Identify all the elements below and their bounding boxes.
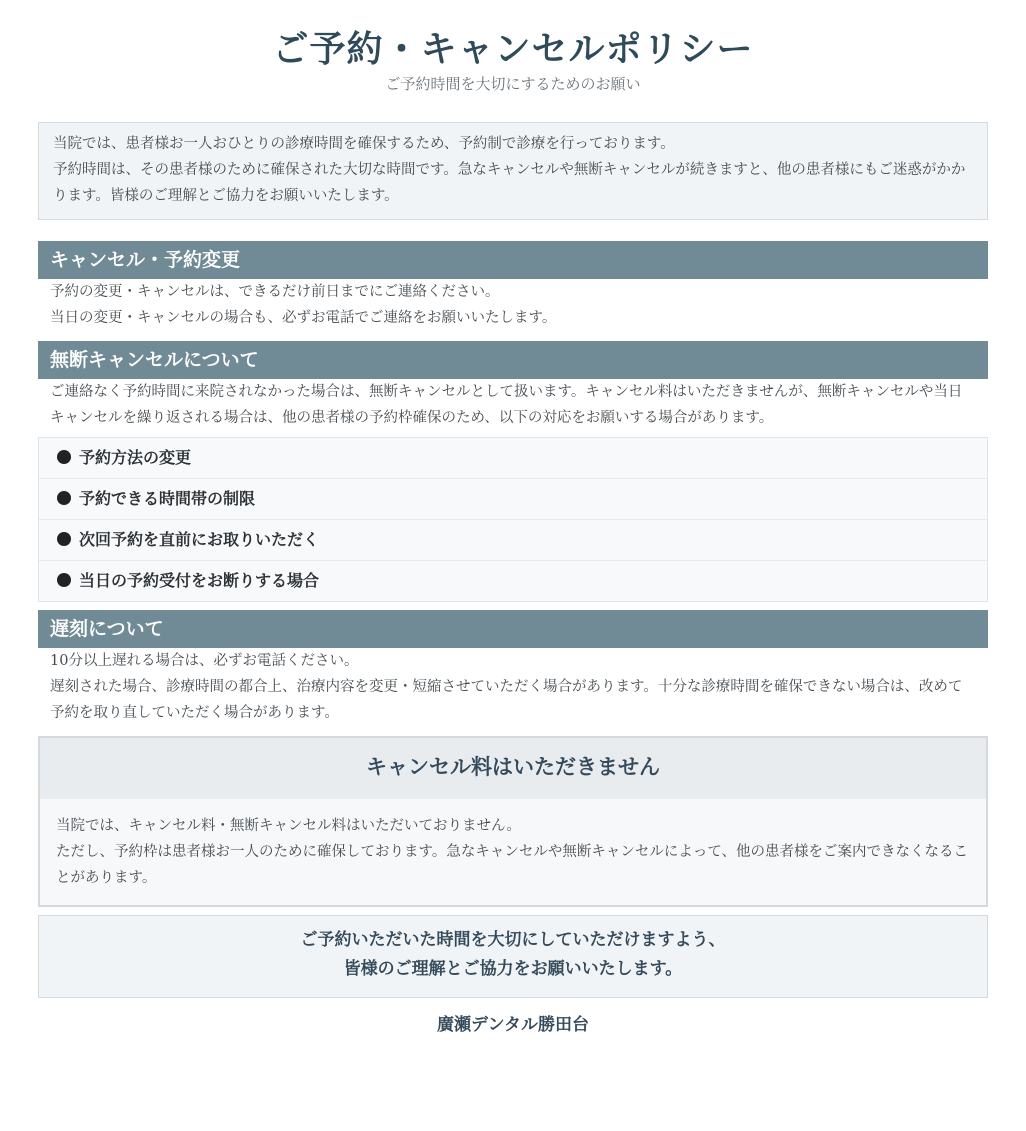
measures-list <box>38 437 988 602</box>
section-text: 当日の変更・キャンセルの場合も、必ずお電話でご連絡をお願いいたします。 <box>50 310 557 326</box>
page-subtitle: ご予約時間を大切にするためのお願い <box>385 75 641 93</box>
section-text: 10分以上遅れる場合は、必ずお電話ください。 <box>50 653 359 669</box>
filled-circle-icon <box>57 532 71 546</box>
list-item <box>39 560 987 601</box>
list-item-label: 予約できる時間帯の制限 <box>79 489 256 508</box>
filled-circle-icon <box>57 450 71 464</box>
closing-message <box>38 915 988 998</box>
filled-circle-icon <box>57 573 71 587</box>
list-item <box>39 478 987 519</box>
policy-page <box>38 0 988 1035</box>
page-title: ご予約・キャンセルポリシー <box>272 29 754 70</box>
clinic-name: 廣瀬デンタル勝田台 <box>437 1015 589 1035</box>
section-text: ご連絡なく予約時間に来院されなかった場合は、無断キャンセルとして扱います。キャンセル料はいただきませんが、無断キャンセルや当日キャンセルを繰り返される場合は、他の患者様の予約枠確保のため、以下の対応をお願いする場合があります。 <box>50 384 963 426</box>
closing-text: 皆様のご理解とご協力をお願いいたします。 <box>343 959 683 979</box>
filled-circle-icon <box>57 491 71 505</box>
section-body-cancel-change <box>38 279 988 331</box>
section-heading-cancel-change: キャンセル・予約変更 <box>38 241 988 279</box>
closing-text: ご予約いただいた時間を大切にしていただけますよう、 <box>300 930 726 950</box>
list-item <box>39 519 987 560</box>
intro-text: 予約時間は、その患者様のために確保された大切な時間です。急なキャンセルや無断キャンセルが続きますと、他の患者様にもご迷惑がかかります。皆様のご理解とご協力をお願いいたします。 <box>53 162 966 204</box>
fee-notice-text: 当院では、キャンセル料・無断キャンセル料はいただいておりません。 <box>56 818 521 834</box>
list-item-label: 予約方法の変更 <box>79 448 192 467</box>
section-body-lateness <box>38 648 988 726</box>
fee-notice-text: ただし、予約枠は患者様お一人のために確保しております。急なキャンセルや無断キャンセルによって、他の患者様をご案内できなくなることがあります。 <box>56 844 969 886</box>
section-heading-no-show: 無断キャンセルについて <box>38 341 988 379</box>
intro-panel <box>38 122 988 220</box>
fee-notice-body <box>40 799 986 905</box>
fee-notice-box <box>38 736 988 907</box>
list-item <box>39 438 987 478</box>
section-heading-lateness: 遅刻について <box>38 610 988 648</box>
list-item-label: 当日の予約受付をお断りする場合 <box>79 571 320 590</box>
section-text: 予約の変更・キャンセルは、できるだけ前日までにご連絡ください。 <box>50 284 500 300</box>
section-body-no-show <box>38 379 988 431</box>
list-item-label: 次回予約を直前にお取りいただく <box>79 530 320 549</box>
section-text: 遅刻された場合、診療時間の都合上、治療内容を変更・短縮させていただく場合があります。十分な診療時間を確保できない場合は、改めて予約を取り直していただく場合があります。 <box>50 679 963 721</box>
fee-notice-heading: キャンセル料はいただきません <box>40 738 986 799</box>
intro-text: 当院では、患者様お一人おひとりの診療時間を確保するため、予約制で診療を行っております。 <box>53 136 675 152</box>
